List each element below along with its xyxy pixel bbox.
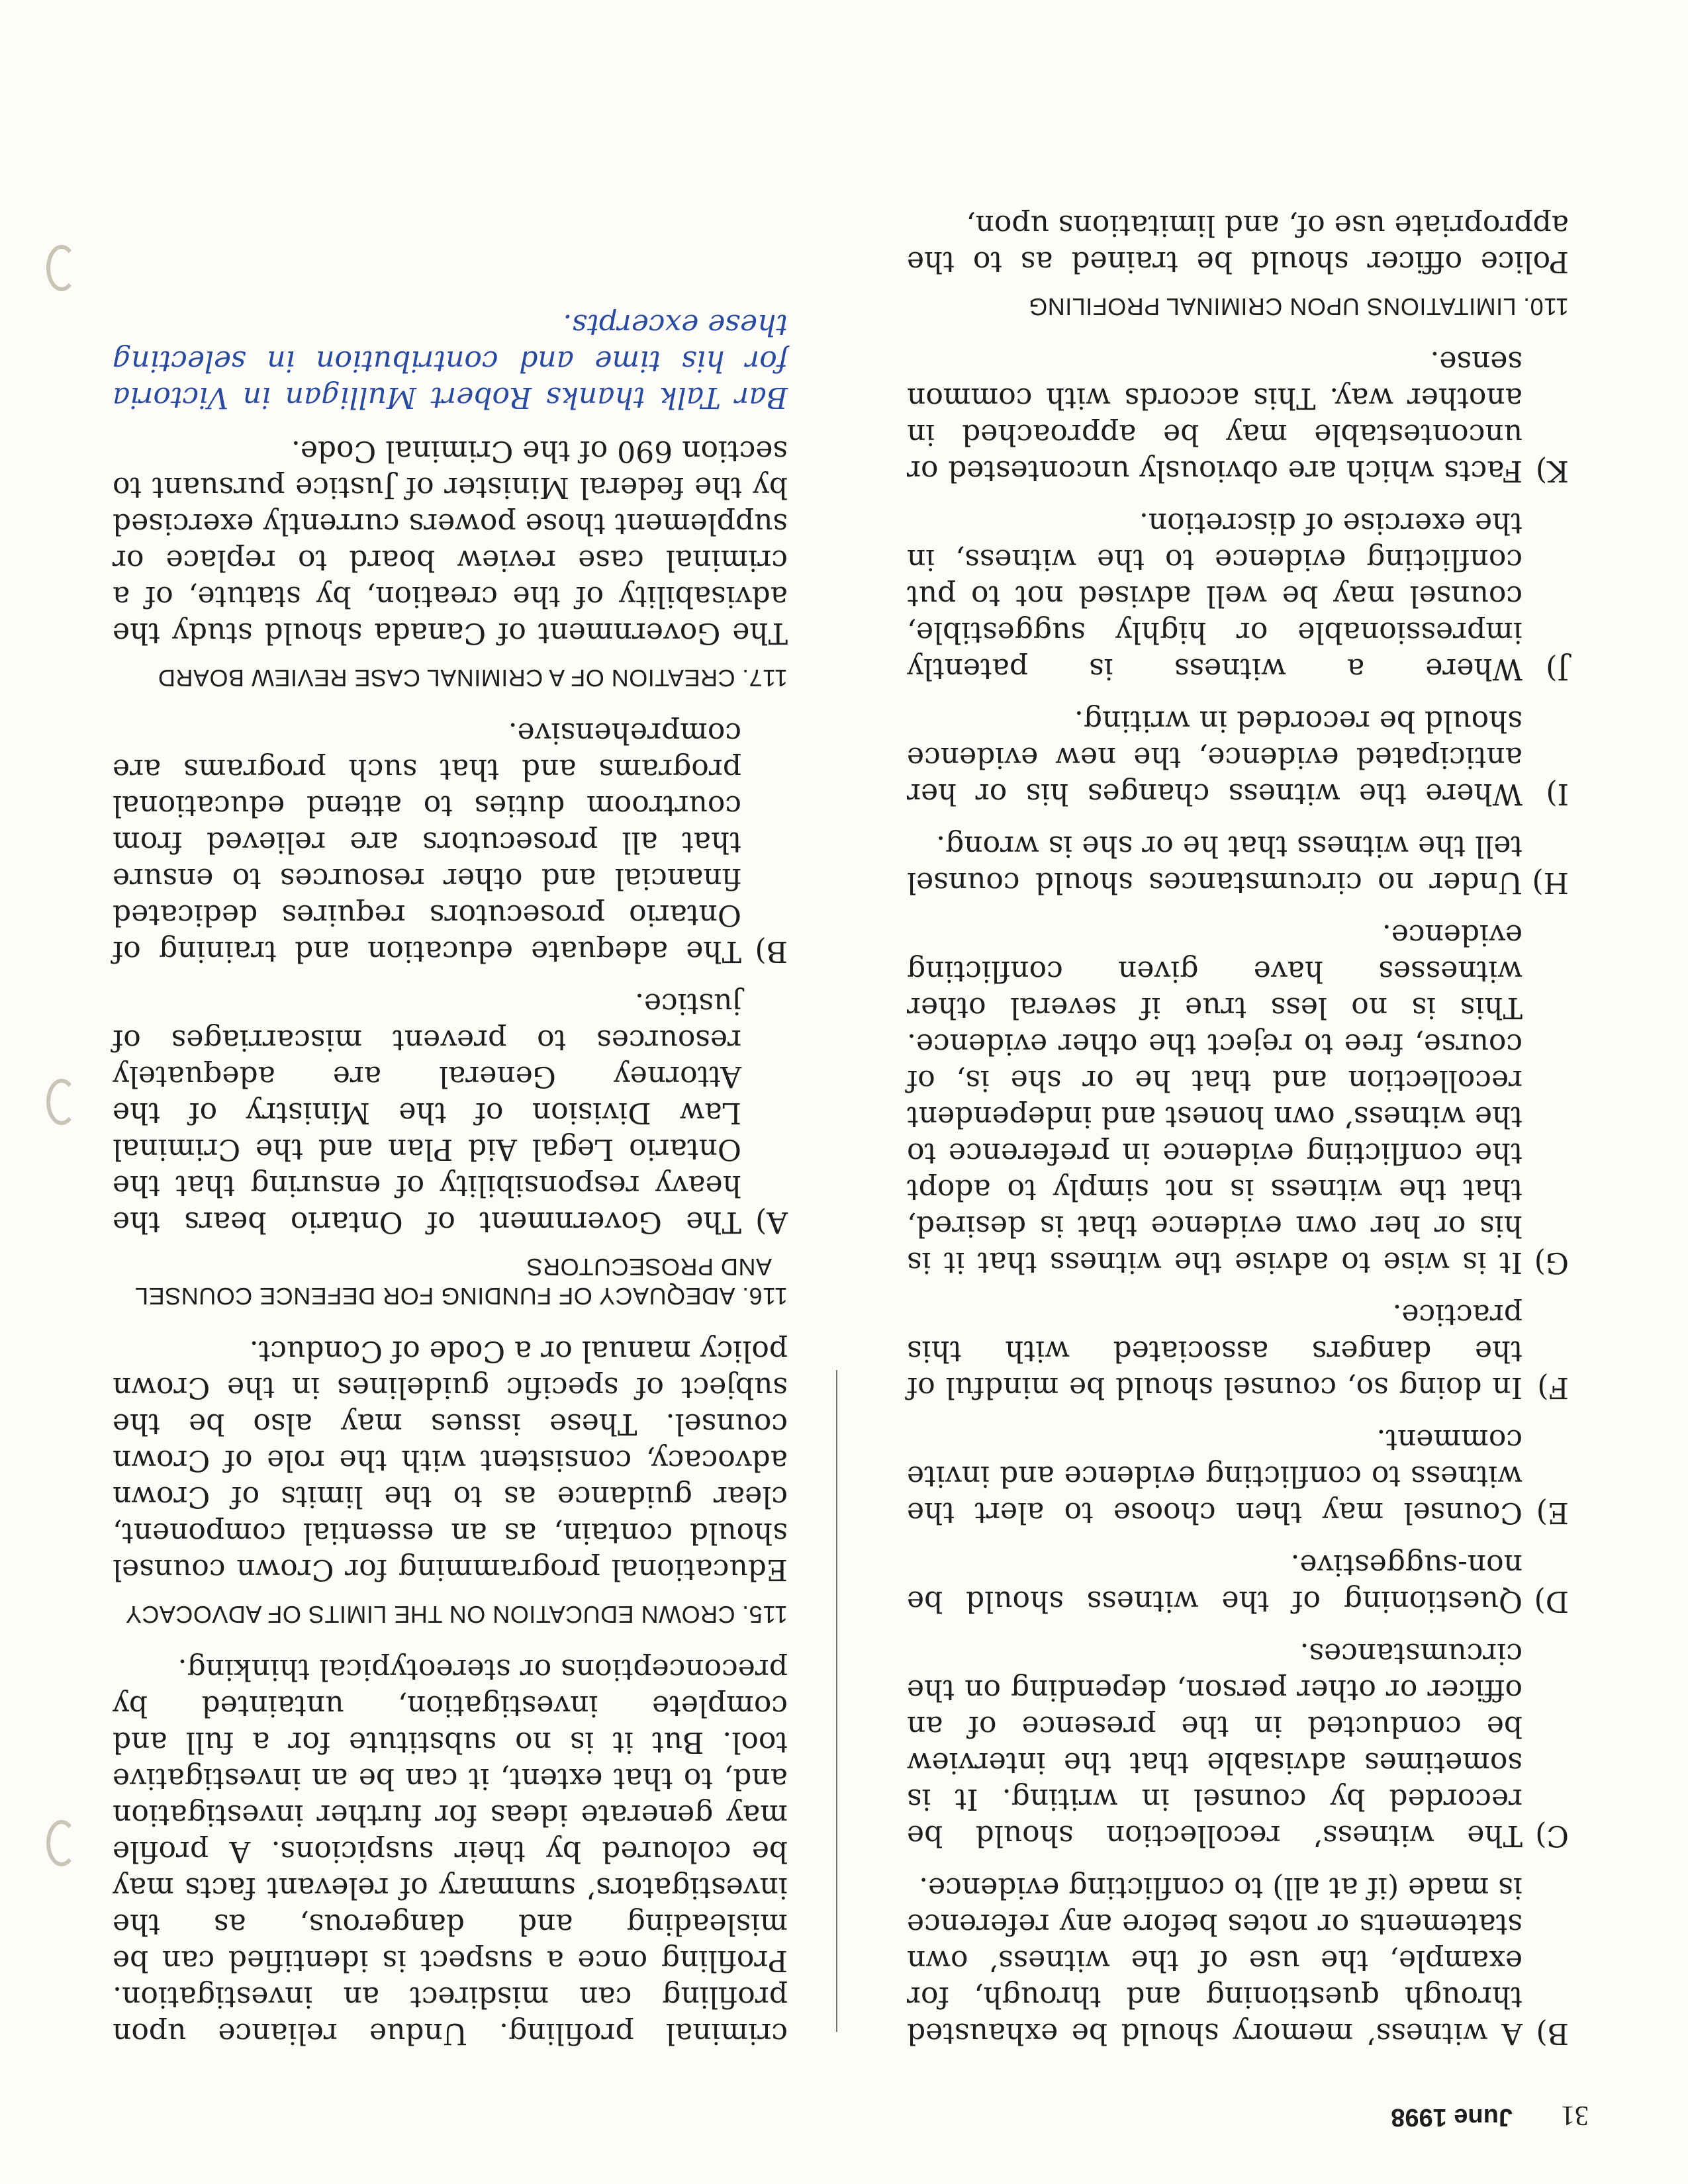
list-item — [113, 715, 788, 970]
section-number: 117. — [741, 664, 788, 692]
issue-date: June 1998 — [1391, 2103, 1513, 2131]
item-letter: D) — [1534, 1584, 1569, 1618]
item-letter: I) — [1546, 777, 1569, 811]
section-title: ADEQUACY OF FUNDING FOR DEFENCE COUNSEL AND PROSECUTORS — [135, 1253, 772, 1310]
item-letter: J) — [1546, 652, 1569, 686]
item-letter: B) — [1536, 2017, 1569, 2050]
section-115-text: Educational programming for Crown counsel should contain, as an essential component, clear guidance as to the limits of Crown advocacy, consistent with the role of Crown counsel. These issues may also be the subject of specific guidelines in the Crown policy manual or a Code of Conduct. — [113, 1334, 788, 1586]
section-title: CREATION OF A CRIMINAL CASE REVIEW BOARD — [158, 664, 735, 692]
item-text: A witness’ memory should be exhausted through questioning and through, for example, the use of the witness’ own statements or notes before any reference is made (if at all) to conflicting evidence. — [907, 1871, 1523, 2050]
profiling-continuation-text: criminal profiling. Undue reliance upon profiling can misdirect an investigation. Profiling once a suspect is identified can be misleading and dangerous, as the investigators’ summary of relevant facts may be coloured by their suspicions. A profile may generate ideas for further investigation and, to that extent, it can be an investigative tool. But it is no substitute for a full and complete investigation, untainted by preconceptions or stereotypical thinking. — [113, 1653, 788, 2050]
list-item — [907, 828, 1569, 901]
page-number: 31 — [1561, 2100, 1589, 2130]
section-heading-116 — [113, 1252, 788, 1310]
item-text: The Government of Ontario bears the heavy responsibility of ensuring that the Ontario Legal Aid Plan and the Criminal Law Division of the Ministry of the Attorney General are adequately resources to prevent miscarriages of justice. — [113, 987, 741, 1239]
binder-hole-mark — [46, 1079, 77, 1125]
section-117-text: The Government of Canada should study the advisability of the creation, by statute, of a criminal case review board to replace or supplement those powers currently exercised by the federal Minister of Justice pursuant to section 690 of the Criminal Code. — [113, 434, 788, 650]
section-110-text: Police officer should be trained as to the appropriate use of, and limitations upon, — [907, 208, 1569, 279]
section-heading-117 — [113, 663, 788, 692]
item-text: Where a witness is patently impressionable or highly suggestible, counsel may be well advised not to put conflicting evidence to the witness, in the exercise of discretion. — [907, 506, 1523, 686]
section-heading-115 — [113, 1600, 788, 1629]
binder-hole-mark — [46, 245, 77, 291]
item-text: The witness’ recollection should be recorded by counsel in writing. It is sometimes advisable that the interview be conducted in the presence of an officer or other person, depending on the circumstances. — [907, 1637, 1523, 1852]
section-heading-110 — [907, 292, 1569, 321]
item-letter: K) — [1535, 454, 1569, 488]
list-item — [907, 1422, 1569, 1531]
item-text: Counsel may then choose to alert the witness to conflicting evidence and invite comment. — [907, 1423, 1523, 1529]
item-letter: A) — [755, 1205, 788, 1239]
section-title: CROWN EDUCATION ON THE LIMITS OF ADVOCACY — [125, 1601, 735, 1628]
credit-note: Bar Talk thanks Robert Mulligan in Victoria for his time and contribution in selecting these excerpts. — [113, 308, 788, 414]
section-number: 110. — [1523, 293, 1569, 320]
item-letter: B) — [755, 934, 788, 968]
item-letter: H) — [1532, 866, 1569, 899]
item-text: The adequate education and training of Ontario prosecutors requires dedicated financial and other resources to ensure that all prosecutors are relieved from courtroom duties to attend educational programs and that such programs are comprehensive. — [113, 716, 741, 968]
section-number: 116. — [741, 1283, 788, 1310]
list-item — [907, 1297, 1569, 1406]
section-title: LIMITATIONS UPON CRIMINAL PROFILING — [1028, 293, 1517, 320]
item-text: Under no circumstances should counsel tell the witness that he or she is wrong. — [907, 829, 1523, 899]
item-text: Facts which are obviously uncontested or uncontestable may be approached in another way. This accords with common sense. — [907, 345, 1523, 488]
item-letter: G) — [1534, 1246, 1569, 1279]
list-item — [907, 703, 1569, 812]
page-header — [99, 2085, 1589, 2138]
item-text: In doing so, counsel should be mindful of the dangers associated with this practice. — [907, 1298, 1523, 1404]
list-item — [907, 505, 1569, 687]
right-column — [113, 301, 788, 2052]
item-letter: E) — [1536, 1496, 1569, 1529]
list-item — [907, 1547, 1569, 1619]
column-divider — [836, 1370, 837, 2032]
list-item — [907, 343, 1569, 489]
item-letter: C) — [1535, 1819, 1569, 1852]
item-text: It is wise to advise the witness that it is his or her own evidence that is desired, that the witness is not simply to adopt the conflicting evidence in preference to the witness’ own honest and independent recollection and that he or she is, of course, free to reject the other evidence. This is no less true if several other witnesses have given conflicting evidence. — [907, 918, 1523, 1279]
list-item — [113, 985, 788, 1240]
list-item — [907, 1870, 1569, 2052]
item-letter: F) — [1537, 1371, 1569, 1404]
binder-hole-mark — [46, 1820, 77, 1866]
list-item — [907, 1635, 1569, 1854]
item-text: Questioning of the witness should be non-suggestive. — [907, 1548, 1523, 1618]
section-number: 115. — [741, 1601, 788, 1628]
left-column — [907, 202, 1569, 2052]
item-text: Where the witness changes his or her anticipated evidence, the new evidence should be recorded in writing. — [907, 704, 1523, 811]
list-item — [907, 917, 1569, 1281]
